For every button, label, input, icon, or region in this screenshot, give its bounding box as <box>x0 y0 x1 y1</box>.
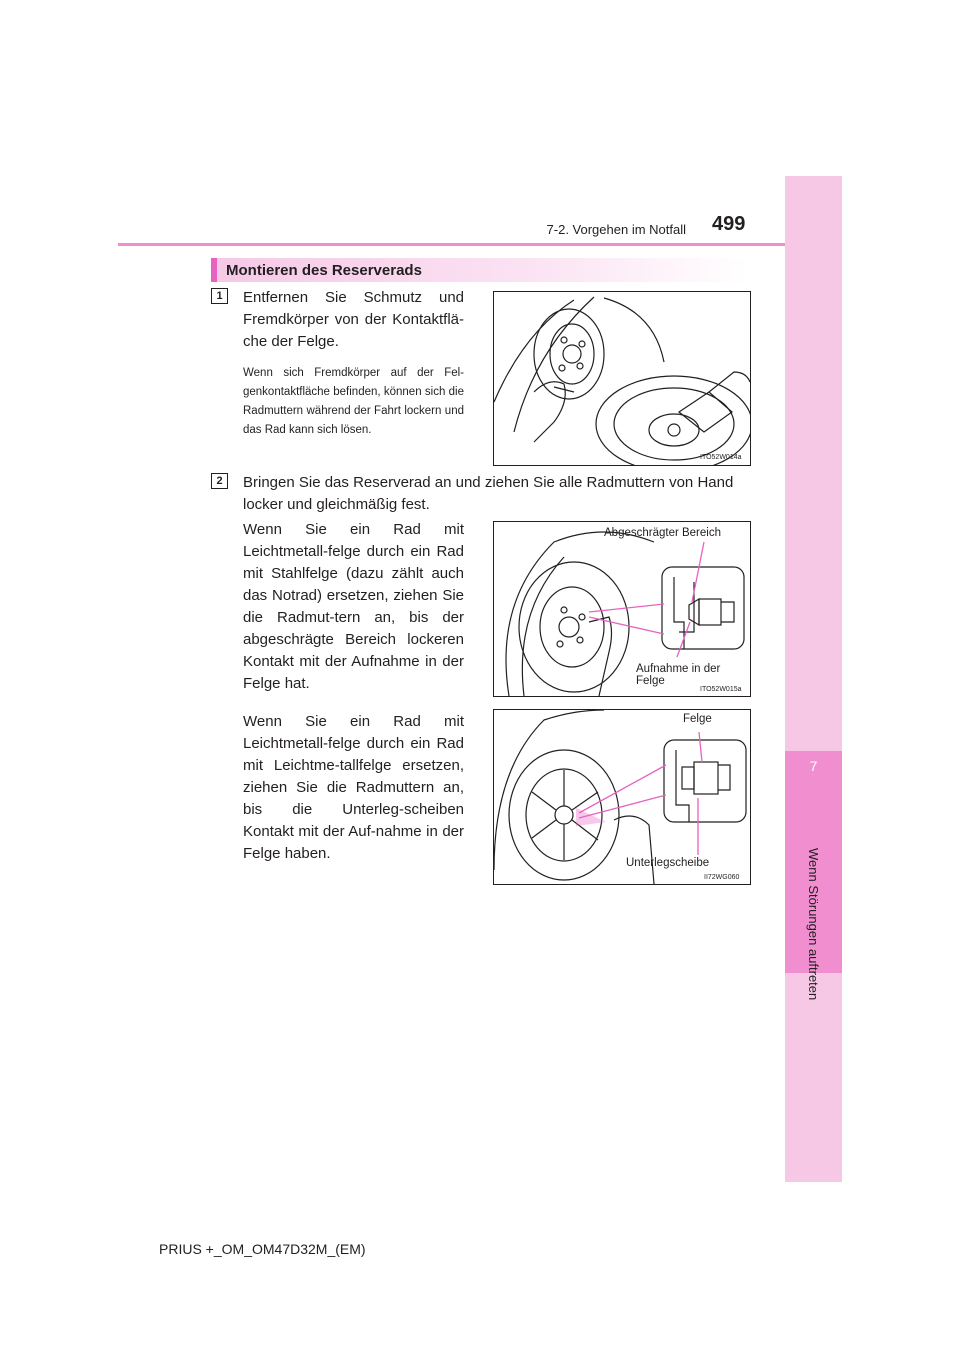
figure-clean-hub <box>493 291 751 466</box>
section-heading-accent <box>211 258 217 282</box>
label-rim: Felge <box>683 713 712 725</box>
label-rim-seat <box>636 663 720 687</box>
figure-alloy-rim-drawing <box>494 710 750 884</box>
label-rim-seat-line-1: Aufnahme in der <box>636 663 721 675</box>
chapter-title-text: Wenn Störungen auftreten <box>806 848 821 1001</box>
header-section-title: 7-2. Vorgehen im Notfall <box>546 222 686 237</box>
header-rule <box>118 243 785 246</box>
label-chamfered-area: Abgeschrägter Bereich <box>604 527 721 539</box>
step-badge-1: 1 <box>211 288 228 304</box>
steel-rim-instruction: Wenn Sie ein Rad mit Leichtmetall-felge durch ein Rad mit Stahlfelge (dazu zählt auch das Notrad) ersetzen, ziehen Sie die Radmut-tern an, bis der abgeschrägte Bereich lockeren Kontakt mit der Aufnahme in der Felge hat. <box>243 521 464 692</box>
step-2-text: Bringen Sie das Reserverad an und ziehen Sie alle Radmuttern von Hand locker und gleichmäßig fest. <box>243 474 734 513</box>
chapter-title <box>803 848 825 1088</box>
figure-code: ITO52W014a <box>700 454 742 461</box>
figure-code: II72WG060 <box>704 874 740 881</box>
step-1-text: Entfernen Sie Schmutz und Fremdkörper von der Kontaktflä-che der Felge. <box>243 289 464 350</box>
page-number: 499 <box>712 213 746 235</box>
step-1-note: Wenn sich Fremdkörper auf der Fel-genkontaktfläche befinden, können sich die Radmuttern während der Fahrt lockern und das Rad kann sich lösen. <box>243 367 464 436</box>
section-heading: Montieren des Reserverads <box>226 262 422 279</box>
chapter-number: 7 <box>809 758 818 774</box>
label-rim-seat-line-2: Felge <box>636 675 665 687</box>
document-footer: PRIUS +_OM_OM47D32M_(EM) <box>159 1241 366 1257</box>
figure-steel-rim <box>493 521 751 697</box>
alloy-rim-instruction: Wenn Sie ein Rad mit Leichtmetall-felge durch ein Rad mit Leichtme-tallfelge ersetzen, ziehen Sie die Radmuttern an, bis die Unterleg-scheiben Kontakt mit der Auf-nahme in der Felge haben. <box>243 713 464 862</box>
figure-clean-hub-drawing <box>494 292 750 465</box>
step-badge-2: 2 <box>211 473 228 489</box>
figure-alloy-rim <box>493 709 751 885</box>
label-washer: Unterlegscheibe <box>626 857 710 869</box>
figure-code: ITO52W015a <box>700 686 742 693</box>
